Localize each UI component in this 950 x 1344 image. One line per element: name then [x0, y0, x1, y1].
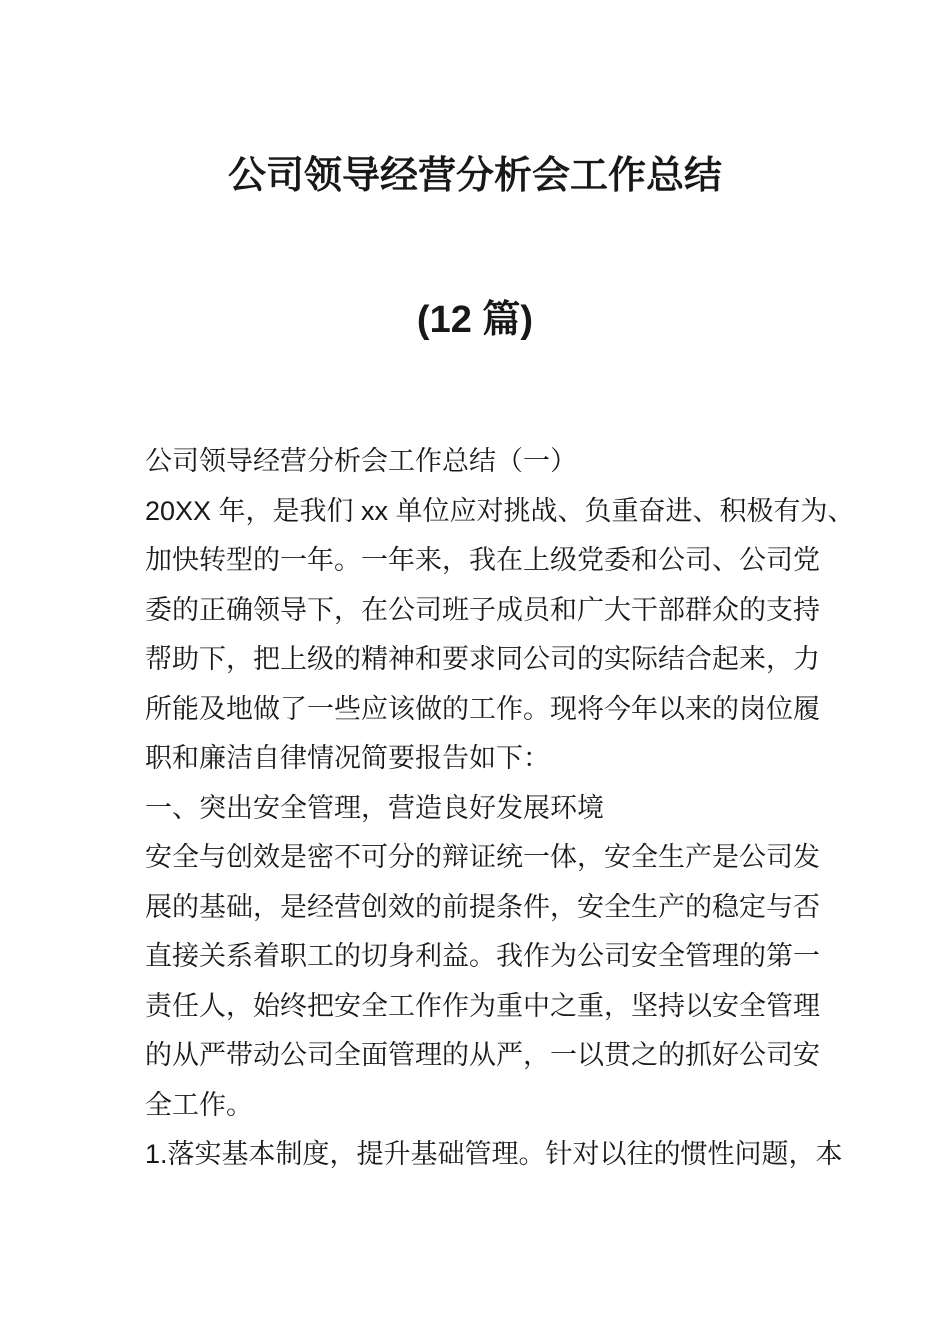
body-line: 20XX 年，是我们 xx 单位应对挑战、负重奋进、积极有为、 — [145, 495, 855, 526]
body-line: 直接关系着职工的切身利益。我作为公司安全管理的第一 — [145, 941, 820, 971]
body-line: 所能及地做了一些应该做的工作。现将今年以来的岗位履 — [145, 693, 820, 724]
document-body — [145, 437, 915, 1180]
document-subtitle: (12 篇) — [416, 299, 534, 341]
document-title: 公司领导经营分析会工作总结 — [227, 155, 722, 197]
body-line: 展的基础，是经营创效的前提条件，安全生产的稳定与否 — [145, 891, 820, 922]
body-line-subheading: 一、突出安全管理，营造良好发展环境 — [145, 792, 604, 823]
body-line: 帮助下，把上级的精神和要求同公司的实际结合起来，力 — [145, 644, 820, 674]
body-line: 全工作。 — [145, 1089, 253, 1120]
body-line: 委的正确领导下，在公司班子成员和广大干部群众的支持 — [145, 594, 820, 625]
body-line: 的从严带动公司全面管理的从严，一以贯之的抓好公司安 — [145, 1040, 820, 1070]
body-line: 加快转型的一年。一年来，我在上级党委和公司、公司党 — [145, 545, 820, 575]
body-line: 安全与创效是密不可分的辩证统一体，安全生产是公司发 — [145, 842, 820, 872]
body-line: 责任人，始终把安全工作作为重中之重，坚持以安全管理 — [145, 990, 820, 1021]
body-line-section-heading: 公司领导经营分析会工作总结（一） — [145, 446, 577, 476]
body-line: 职和廉洁自律情况简要报告如下： — [145, 743, 550, 773]
body-line: 1.落实基本制度，提升基础管理。针对以往的惯性问题，本 — [145, 1139, 843, 1169]
